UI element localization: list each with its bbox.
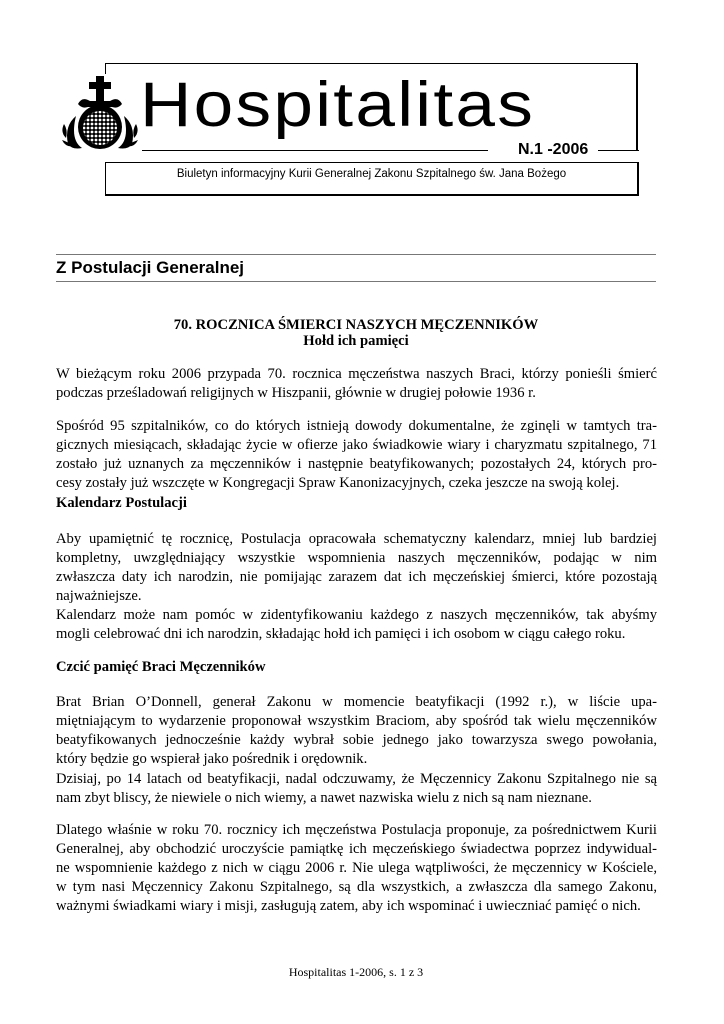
section-rule-top	[56, 254, 656, 255]
text-line: gicznych miesiącach, składając życie w ofierze jako świadkowie wiary i charyzmatu szpitalnego, 71	[56, 437, 657, 453]
paragraph-intro	[56, 365, 657, 403]
text-line: Spośród 95 szpitalników, co do których istnieją dowody dokumentalne, że zginęli w tamtych tra-	[56, 418, 657, 434]
paragraph-today	[56, 770, 657, 808]
article-title: 70. ROCZNICA ŚMIERCI NASZYCH MĘCZENNIKÓW	[173, 317, 539, 333]
text-line: Generalnej, aby obchodzić uroczyście pamiątkę ich męczeńskiego świadectwa poprzez indywidual-	[56, 841, 657, 857]
masthead-rule-right	[598, 150, 639, 151]
text-line: w tym nasi Męczennicy Zakonu Szpitalnego, są dla wszystkich, a zwłaszcza dla samego Zakonu,	[56, 879, 657, 895]
section-rule-bottom	[56, 281, 656, 282]
text-line: miętniającym to wydarzenie proponował wszystkim Braciom, aby spośród tak wielu męczenników	[56, 713, 657, 729]
text-line: zwłaszcza daty ich narodzin, nie pomijając zarazem dat ich męczeńskiej śmierci, które pozostają	[56, 569, 657, 585]
text-line: Dlatego właśnie w roku 70. rocznicy ich męczeństwa Postulacja proponuje, za pośrednictwem Kurii	[56, 822, 657, 838]
paragraph-martyrs-count	[56, 417, 657, 493]
text-line: podczas prześladowań religijnych w Hiszpanii, głównie w drugiej połowie 1936 r.	[56, 385, 536, 401]
order-emblem-icon	[58, 74, 142, 156]
text-line: ne wspomnienie każdego z nich w ciągu 2006 r. Nie ulega wątpliwości, że męczennicy w Kościele,	[56, 860, 657, 876]
text-line: nam zbyt bliscy, że niewiele o nich wiemy, a nawet nazwiska wielu z nich są nam nieznane.	[56, 790, 592, 806]
heading-calendar: Kalendarz Postulacji	[56, 495, 187, 511]
text-line: Aby upamiętnić tę rocznicę, Postulacja opracowała schematyczny kalendarz, mniej lub bardziej	[56, 531, 657, 547]
publication-subtitle: Biuletyn informacyjny Kurii Generalnej Zakonu Szpitalnego św. Jana Bożego	[105, 162, 639, 196]
text-line: cesy zostały już wszczęte w Kongregacji Spraw Kanonizacyjnych, czeka jeszcze na swoją kolej.	[56, 475, 620, 491]
paragraph-calendar-1	[56, 530, 657, 606]
heading-worship: Czcić pamięć Braci Męczenników	[56, 659, 266, 675]
paragraph-proposal	[56, 821, 657, 916]
paragraph-calendar-2	[56, 606, 657, 644]
publication-title: Hospitalitas	[140, 70, 536, 140]
paragraph-odonnell	[56, 693, 657, 769]
text-line: który będzie go wspierał jako pośrednik i orędownik.	[56, 751, 368, 767]
text-line: beatyfikowanych jednocześnie każdy wybrał sobie jednego jako towarzysza swego powołania,	[56, 732, 657, 748]
text-line: Kalendarz może nam pomóc w zidentyfikowaniu każdego z naszych męczenników, tak abyśmy	[56, 607, 657, 623]
text-line: Dzisiaj, po 14 latach od beatyfikacji, nadal odczuwamy, że Męczennicy Zakonu Szpitalnego nie są	[56, 771, 657, 787]
text-line: Brat Brian O’Donnell, generał Zakonu w momencie beatyfikacji (1992 r.), w liście upa-	[56, 694, 657, 710]
text-line: W bieżącym roku 2006 przypada 70. rocznica męczeństwa naszych Braci, którzy ponieśli śmierć	[56, 366, 657, 382]
text-line: mogli celebrować dni ich narodzin, składając hołd ich pamięci i ich osobom w ciągu całego roku.	[56, 626, 626, 642]
text-line: najważniejsze.	[56, 588, 142, 604]
section-title: Z Postulacji Generalnej	[56, 258, 245, 277]
page-footer: Hospitalitas 1-2006, s. 1 z 3	[288, 965, 424, 979]
text-line: zostało już uznanych za męczenników i następnie beatyfikowanych; pozostałych 24, których pro-	[56, 456, 657, 472]
article-subtitle: Hołd ich pamięci	[303, 333, 409, 349]
text-line: kompletny, uwzględniający wszystkie wspomnienia naszych męczenników, podając w nim	[56, 550, 657, 566]
issue-number: N.1 -2006	[518, 141, 589, 158]
masthead-rule-left	[105, 150, 488, 151]
text-line: ważnymi świadkami wiary i misji, zasługują zatem, aby ich wspominać i uwieczniać pamięć o nich.	[56, 898, 641, 914]
